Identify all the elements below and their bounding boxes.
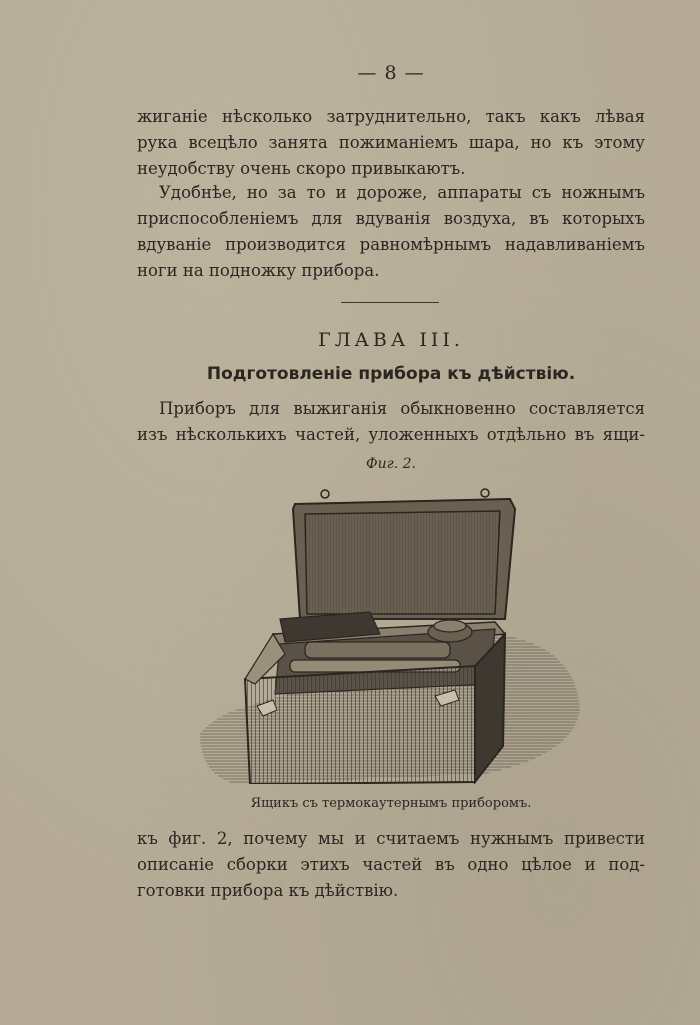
chapter-title: Подготовленіе прибора къ дѣйствію. xyxy=(206,364,576,384)
text-line: къ фиг. 2, почему мы и считаемъ нужнымъ привести xyxy=(137,829,645,848)
text-line: готовки прибора къ дѣйствію. xyxy=(137,881,399,900)
text-line: неудобству очень скоро привыкаютъ. xyxy=(137,159,466,178)
text-line: описаніе сборки этихъ частей въ одно цѣлое и под- xyxy=(137,855,645,874)
paragraph-3 xyxy=(137,396,645,448)
text-line: ноги на подножку прибора. xyxy=(137,261,380,280)
figure-illustration xyxy=(195,484,585,784)
figure-label: Фиг. 2. xyxy=(366,456,416,472)
paragraph-2 xyxy=(137,180,645,284)
section-divider xyxy=(341,302,439,303)
text-line: Приборъ для выжиганія обыкновенно составляется xyxy=(159,399,645,418)
text-line: приспособленіемъ для вдуванія воздуха, въ которыхъ xyxy=(137,209,645,228)
text-line: рука всецѣло занята пожиманіемъ шара, но къ этому xyxy=(137,133,645,152)
figure-caption: Ящикъ съ термокаутернымъ приборомъ. xyxy=(250,796,532,811)
text-line: жиганіе нѣсколько затруднительно, такъ какъ лѣвая xyxy=(137,107,645,126)
page-number: — 8 — xyxy=(357,62,425,84)
chapter-label: ГЛАВА III. xyxy=(318,329,464,351)
text-line: изъ нѣсколькихъ частей, уложенныхъ отдѣльно въ ящи- xyxy=(137,425,645,444)
thermocautery-box-icon xyxy=(195,484,585,784)
text-line: Удобнѣе, но за то и дороже, аппараты съ ножнымъ xyxy=(159,183,645,202)
paragraph-1 xyxy=(137,104,645,182)
text-line: вдуваніе производится равномѣрнымъ надавливаніемъ xyxy=(137,235,645,254)
paragraph-4 xyxy=(137,826,645,904)
